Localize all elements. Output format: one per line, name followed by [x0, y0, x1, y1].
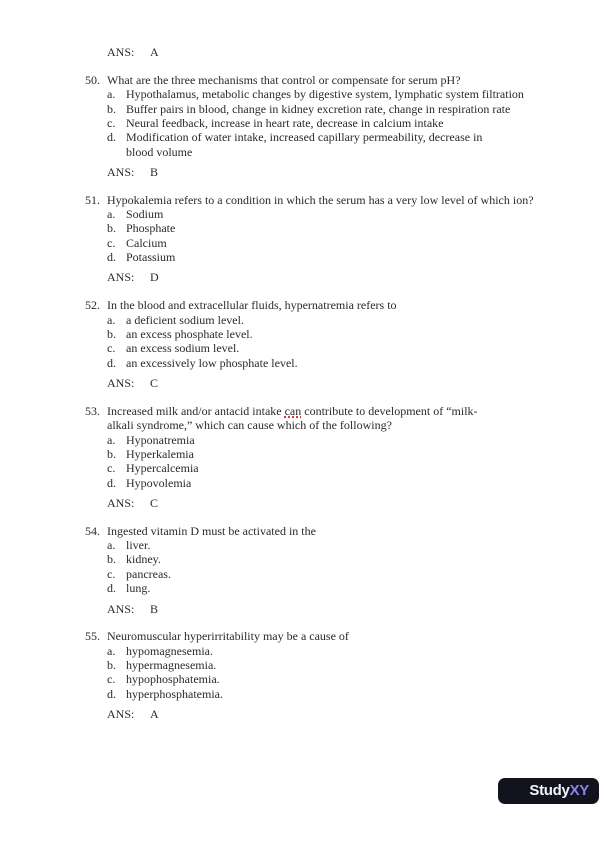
option-row: [107, 221, 604, 235]
option-row: [107, 250, 604, 264]
option-letter: b.: [107, 446, 116, 461]
question-text: [107, 524, 604, 538]
answer-label: ANS:: [107, 270, 135, 285]
answer-value: C: [150, 495, 159, 510]
option-text: [126, 341, 604, 355]
question-text: [107, 73, 604, 87]
answer-value: A: [150, 45, 159, 59]
option-text-line: Buffer pairs in blood, change in kidney excretion rate, change in respiration rate: [126, 101, 511, 116]
option-text-line: Sodium: [126, 207, 164, 222]
option-row: [107, 356, 604, 370]
option-row: [107, 552, 604, 566]
option-text-line: liver.: [126, 538, 151, 553]
option-text: [126, 250, 604, 264]
option-letter: b.: [107, 658, 116, 673]
plus-icon: [508, 783, 524, 799]
brand-name-primary: Study: [529, 781, 570, 799]
option-text-line: hypophosphatemia.: [126, 672, 220, 687]
option-text-line: an excess phosphate level.: [126, 327, 253, 341]
option-letter: c.: [107, 235, 116, 250]
option-text-line: pancreas.: [126, 566, 171, 581]
option-text: [126, 644, 604, 658]
answer-value: C: [150, 376, 159, 391]
option-text: [126, 102, 604, 116]
question-row: [85, 73, 604, 159]
option-text: [126, 130, 604, 159]
question-block: [85, 404, 604, 510]
question-row: [85, 193, 604, 265]
option-list: [107, 538, 604, 595]
option-row: [107, 672, 604, 686]
option-row: [107, 313, 604, 327]
answer-label: ANS:: [107, 707, 135, 722]
answer-line: [107, 376, 604, 390]
option-text-line: hypermagnesemia.: [126, 658, 217, 673]
question-text: [107, 298, 604, 312]
question-row: [85, 298, 604, 370]
option-text: [126, 116, 604, 130]
question-number: 52.: [85, 298, 100, 313]
option-row: [107, 207, 604, 221]
option-text-line: Hyponatremia: [126, 432, 195, 447]
option-text-line: Hypothalamus, metabolic changes by digestive system, lymphatic system filtration: [126, 87, 524, 102]
option-letter: b.: [107, 552, 116, 567]
question-block: [85, 298, 604, 390]
option-text-line: Neural feedback, increase in heart rate, decrease in calcium intake: [126, 115, 444, 130]
answer-label: ANS:: [107, 601, 135, 616]
brand-name-accent: XY: [569, 781, 589, 799]
question-number: 54.: [85, 523, 100, 538]
option-list: [107, 313, 604, 370]
answer-line: [107, 270, 604, 284]
option-row: [107, 236, 604, 250]
option-text: [126, 658, 604, 672]
spellcheck-marked-word: can: [284, 403, 302, 418]
option-letter: c.: [107, 115, 116, 130]
option-text: [126, 87, 604, 101]
question-body: [107, 524, 604, 596]
question-body: [107, 404, 604, 490]
question-row: [85, 404, 604, 490]
option-letter: a.: [107, 312, 116, 327]
option-text: [126, 552, 604, 566]
question-text-line: Ingested vitamin D must be activated in the: [107, 523, 316, 538]
option-letter: d.: [107, 355, 116, 370]
option-text-line: Phosphate: [126, 221, 176, 236]
option-text: [126, 461, 604, 475]
option-row: [107, 102, 604, 116]
option-text: [126, 581, 604, 595]
option-letter: a.: [107, 432, 116, 447]
option-letter: c.: [107, 461, 116, 476]
answer-value: B: [150, 164, 159, 179]
question-list: [85, 73, 604, 722]
option-text-line: a deficient sodium level.: [126, 312, 244, 327]
brand-name: [529, 781, 589, 799]
answer-line: [107, 707, 604, 721]
question-text-line: What are the three mechanisms that control or compensate for serum pH?: [107, 72, 461, 87]
option-letter: c.: [107, 672, 116, 687]
option-letter: a.: [107, 207, 116, 222]
question-block: [85, 193, 604, 285]
option-row: [107, 658, 604, 672]
answer-value: D: [150, 270, 159, 285]
option-text-line: blood volume: [126, 144, 193, 159]
question-text-line: alkali syndrome,” which can cause which of the following?: [107, 418, 392, 433]
option-text: [126, 207, 604, 221]
option-text-line: hyperphosphatemia.: [126, 686, 223, 701]
question-block: [85, 73, 604, 179]
option-text-line: lung.: [126, 581, 151, 596]
option-letter: b.: [107, 327, 116, 341]
answer-label: ANS:: [107, 164, 135, 179]
question-text-line: Hypokalemia refers to a condition in which the serum has a very low level of which ion?: [107, 192, 534, 207]
option-text: [126, 221, 604, 235]
option-text-line: an excess sodium level.: [126, 341, 240, 356]
question-number: 55.: [85, 629, 100, 644]
answer-line: [107, 165, 604, 179]
option-list: [107, 87, 604, 159]
answer-line: [107, 496, 604, 510]
option-row: [107, 581, 604, 595]
question-number: 51.: [85, 192, 100, 207]
option-letter: a.: [107, 538, 116, 553]
question-text: [107, 404, 604, 433]
question-block: [85, 629, 604, 721]
option-text: [126, 447, 604, 461]
answer-label: ANS:: [107, 376, 135, 391]
answer-value: A: [150, 707, 159, 722]
question-text-line: In the blood and extracellular fluids, hypernatremia refers to: [107, 298, 397, 313]
question-block: [85, 524, 604, 616]
answer-value: B: [150, 601, 159, 616]
option-list: [107, 644, 604, 701]
option-list: [107, 207, 604, 264]
question-text: [107, 629, 604, 643]
question-text-line: Neuromuscular hyperirritability may be a cause of: [107, 629, 349, 644]
question-row: [85, 629, 604, 701]
option-text: [126, 567, 604, 581]
option-text-line: Hyperkalemia: [126, 446, 194, 461]
question-text-line: Increased milk and/or antacid intake can contribute to development of “milk-: [107, 403, 478, 418]
option-row: [107, 476, 604, 490]
option-letter: a.: [107, 87, 116, 102]
question-text: [107, 193, 604, 207]
option-text: [126, 476, 604, 490]
option-text: [126, 672, 604, 686]
option-letter: b.: [107, 101, 116, 116]
question-body: [107, 629, 604, 701]
option-row: [107, 644, 604, 658]
answer-label: ANS:: [107, 495, 135, 510]
question-number: 53.: [85, 403, 100, 418]
option-text: [126, 313, 604, 327]
option-list: [107, 433, 604, 490]
option-letter: d.: [107, 475, 116, 490]
question-row: [85, 524, 604, 596]
option-text-line: Hypovolemia: [126, 475, 192, 490]
option-row: [107, 116, 604, 130]
option-text: [126, 433, 604, 447]
studyxy-logo[interactable]: [498, 778, 599, 804]
answer-line: [107, 45, 604, 59]
option-row: [107, 130, 604, 159]
option-letter: b.: [107, 221, 116, 236]
question-number: 50.: [85, 72, 100, 87]
option-text-line: hypomagnesemia.: [126, 643, 213, 658]
option-letter: c.: [107, 341, 116, 356]
option-text-line: Potassium: [126, 250, 176, 265]
option-text-line: Calcium: [126, 235, 167, 250]
option-row: [107, 447, 604, 461]
option-text: [126, 356, 604, 370]
option-letter: d.: [107, 686, 116, 701]
option-letter: d.: [107, 130, 116, 145]
option-letter: a.: [107, 643, 116, 658]
option-text: [126, 327, 604, 341]
option-text: [126, 538, 604, 552]
option-text-line: Modification of water intake, increased capillary permeability, decrease in: [126, 130, 483, 145]
option-row: [107, 327, 604, 341]
option-letter: c.: [107, 566, 116, 581]
answer-label: ANS:: [107, 45, 135, 59]
answer-line: [107, 602, 604, 616]
option-row: [107, 538, 604, 552]
option-text-line: kidney.: [126, 552, 161, 567]
option-letter: d.: [107, 250, 116, 265]
option-row: [107, 567, 604, 581]
option-letter: d.: [107, 581, 116, 596]
question-body: [107, 193, 604, 265]
question-body: [107, 298, 604, 370]
option-text-line: Hypercalcemia: [126, 461, 199, 476]
question-body: [107, 73, 604, 159]
option-row: [107, 341, 604, 355]
option-row: [107, 461, 604, 475]
option-text: [126, 236, 604, 250]
option-row: [107, 433, 604, 447]
option-row: [107, 687, 604, 701]
option-row: [107, 87, 604, 101]
option-text-line: an excessively low phosphate level.: [126, 355, 298, 370]
option-text: [126, 687, 604, 701]
